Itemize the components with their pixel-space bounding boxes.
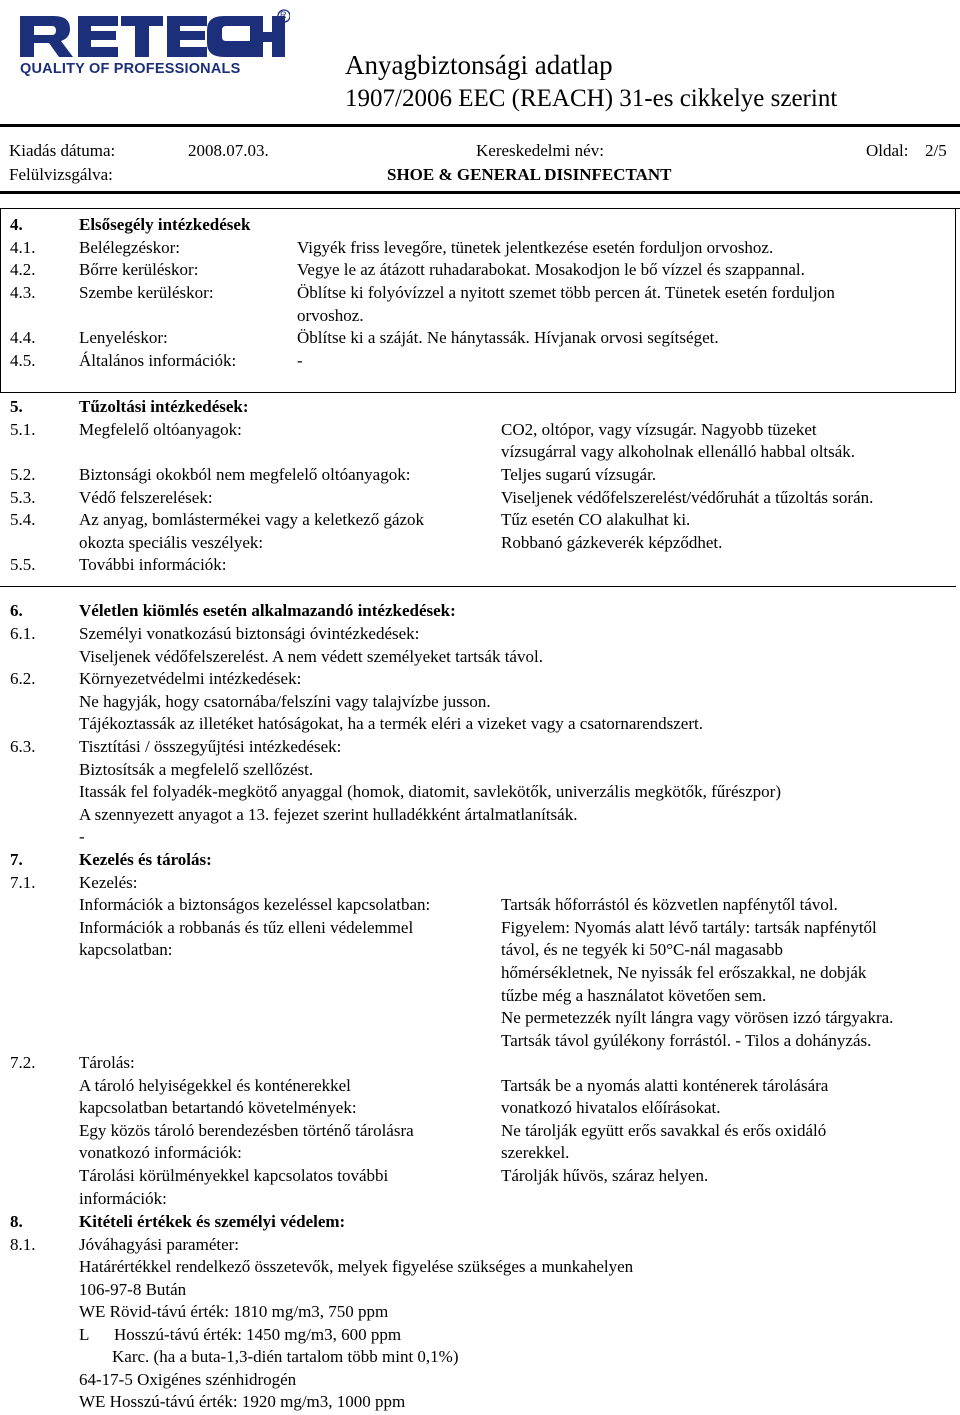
row-value: Teljes sugarú vízsugár. <box>501 465 657 484</box>
page-label: Oldal: <box>866 141 909 160</box>
header-rule-bottom <box>0 191 960 194</box>
row-value: Robbanó gázkeverék képződhet. <box>501 533 723 552</box>
row-label: okozta speciális veszélyek: <box>79 533 264 552</box>
row-label: Belélegzéskor: <box>79 238 181 257</box>
row-value: CO2, oltópor, vagy vízsugár. Nagyobb tüzeket <box>501 420 817 439</box>
row-label: Személyi vonatkozású biztonsági óvintézkedések: <box>79 624 420 643</box>
section-4-right-rule <box>955 208 956 392</box>
section-number: 5. <box>10 397 23 416</box>
row-number: 4.5. <box>10 351 36 370</box>
row-label: A tároló helyiségekkel és konténerekkel <box>79 1076 351 1095</box>
row-text: - <box>79 827 85 846</box>
row-label: információk: <box>79 1189 167 1208</box>
row-number: 4.3. <box>10 283 36 302</box>
row-text: 64-17-5 Oxigénes szénhidrogén <box>79 1370 297 1389</box>
row-label: Tárolási körülményekkel kapcsolatos további <box>79 1166 389 1185</box>
row-number: 6.2. <box>10 669 36 688</box>
section-4-left-rule <box>0 208 1 392</box>
page-number: 2/5 <box>925 141 947 160</box>
row-label: Tárolás: <box>79 1053 135 1072</box>
product-name: SHOE & GENERAL DISINFECTANT <box>387 165 672 184</box>
row-label: Megfelelő oltóanyagok: <box>79 420 242 439</box>
section-title: Kezelés és tárolás: <box>79 850 212 869</box>
row-number: 5.5. <box>10 555 36 574</box>
row-number: 7.1. <box>10 873 36 892</box>
row-value: Tűz esetén CO alakulhat ki. <box>501 510 691 529</box>
row-label: Tisztítási / összegyűjtési intézkedések: <box>79 737 342 756</box>
row-text: WE Hosszú-távú érték: 1920 mg/m3, 1000 ppm <box>79 1392 406 1411</box>
row-value: Viseljenek védőfelszerelést/védőruhát a tűzoltás során. <box>501 488 874 507</box>
section-title: Kitételi értékek és személyi védelem: <box>79 1212 346 1231</box>
row-label: További információk: <box>79 555 227 574</box>
row-value: Ne permetezzék nyílt lángra vagy vörösen izzó tárgyakra. <box>501 1008 894 1027</box>
header-rule-top <box>0 124 960 127</box>
row-text: Határértékkel rendelkező összetevők, melyek figyelése szükséges a munkahelyen <box>79 1257 634 1276</box>
row-value: Öblítse ki a száját. Ne hánytassák. Hívjanak orvosi segítséget. <box>297 328 719 347</box>
row-value: vízsugárral vagy alkoholnak ellenálló habbal oltsák. <box>501 442 856 461</box>
revision-label: Felülvizsgálva: <box>9 165 113 184</box>
row-label: Az anyag, bomlástermékei vagy a keletkező gázok <box>79 510 425 529</box>
issue-date-label: Kiadás dátuma: <box>9 141 116 160</box>
row-text: WE Rövid-távú érték: 1810 mg/m3, 750 ppm <box>79 1302 389 1321</box>
row-text: Itassák fel folyadék-megkötő anyaggal (homok, diatomit, savlekötők, univerzális megkötők, fűrészpor) <box>79 782 781 801</box>
row-value: Öblítse ki folyóvízzel a nyitott szemet több percen át. Tünetek esetén forduljon <box>297 283 835 302</box>
row-number: 4.2. <box>10 260 36 279</box>
row-label: Biztonsági okokból nem megfelelő oltóanyagok: <box>79 465 411 484</box>
row-text: Biztosítsák a megfelelő szellőzést. <box>79 760 314 779</box>
row-text: Hosszú-távú érték: 1450 mg/m3, 600 ppm <box>114 1325 402 1344</box>
row-number: 5.4. <box>10 510 36 529</box>
row-value: Tartsák távol gyúlékony forrástól. - Tilos a dohányzás. <box>501 1031 872 1050</box>
row-number: 5.2. <box>10 465 36 484</box>
row-value: Vegye le az átázott ruhadarabokat. Mosakodjon le bő vízzel és szappannal. <box>297 260 805 279</box>
row-number: 5.3. <box>10 488 36 507</box>
row-number: 6.1. <box>10 624 36 643</box>
row-number: 5.1. <box>10 420 36 439</box>
row-value: orvoshoz. <box>297 306 364 325</box>
row-value: vonatkozó hivatalos előírásokat. <box>501 1098 721 1117</box>
row-number: 7.2. <box>10 1053 36 1072</box>
section-number: 8. <box>10 1212 23 1231</box>
row-label: Védő felszerelések: <box>79 488 213 507</box>
row-value: Vigyék friss levegőre, tünetek jelentkezése esetén forduljon orvoshoz. <box>297 238 774 257</box>
row-number: 6.3. <box>10 737 36 756</box>
row-text: A szennyezett anyagot a 13. fejezet szerint hulladékként ártalmatlanítsák. <box>79 805 578 824</box>
row-label: Bőrre kerüléskor: <box>79 260 199 279</box>
row-text: Viseljenek védőfelszerelést. A nem védett személyeket tartsák távol. <box>79 647 543 666</box>
section-title: Elsősegély intézkedések <box>79 215 251 234</box>
retech-logo <box>18 8 290 82</box>
row-number: 4.4. <box>10 328 36 347</box>
issue-date-value: 2008.07.03. <box>188 141 269 160</box>
section-number: 6. <box>10 601 23 620</box>
row-value: Ne tárolják együtt erős savakkal és erős oxidáló <box>501 1121 827 1140</box>
row-label: kapcsolatban: <box>79 940 173 959</box>
document-title: Anyagbiztonsági adatlap <box>345 50 613 80</box>
section-number: 7. <box>10 850 23 869</box>
trade-name-label: Kereskedelmi név: <box>476 141 604 160</box>
row-text: Karc. (ha a buta-1,3-dién tartalom több mint 0,1%) <box>112 1347 459 1366</box>
row-number: 4.1. <box>10 238 36 257</box>
section-number: 4. <box>10 215 23 234</box>
row-label: vonatkozó információk: <box>79 1143 242 1162</box>
row-value: hőmérsékletnek, Ne nyissák fel erőszakkal, ne dobják <box>501 963 867 982</box>
row-value: szerekkel. <box>501 1143 570 1162</box>
section-title: Tűzoltási intézkedések: <box>79 397 249 416</box>
row-label: kapcsolatban betartandó követelmények: <box>79 1098 357 1117</box>
row-value: Tárolják hűvös, száraz helyen. <box>501 1166 709 1185</box>
logo-tagline: QUALITY OF PROFESSIONALS <box>20 61 241 77</box>
row-value: - <box>297 351 303 370</box>
row-number: 8.1. <box>10 1235 36 1254</box>
row-label: Kezelés: <box>79 873 138 892</box>
document-subtitle: 1907/2006 EEC (REACH) 31-es cikkelye szerint <box>345 85 838 112</box>
row-value: Figyelem: Nyomás alatt lévő tartály: tartsák napfénytől <box>501 918 877 937</box>
section-5-bottom-rule <box>0 586 956 587</box>
row-label: Szembe kerüléskor: <box>79 283 214 302</box>
section-4-bottom-rule <box>0 392 956 393</box>
row-label: Általános információk: <box>79 351 237 370</box>
section-title: Véletlen kiömlés esetén alkalmazandó intézkedések: <box>79 601 456 620</box>
row-label: Egy közös tároló berendezésben történő tárolásra <box>79 1121 414 1140</box>
row-value: tűzbe még a használatot követően sem. <box>501 986 767 1005</box>
row-value: Tartsák hőforrástól és közvetlen napfénytől távol. <box>501 895 838 914</box>
row-text: 106-97-8 Bután <box>79 1280 187 1299</box>
row-label: Környezetvédelmi intézkedések: <box>79 669 302 688</box>
row-label: Információk a biztonságos kezeléssel kapcsolatban: <box>79 895 431 914</box>
row-label: Információk a robbanás és tűz elleni védelemmel <box>79 918 414 937</box>
section-4-top-rule <box>0 208 960 209</box>
row-text: Ne hagyják, hogy csatornába/felszíni vagy talajvízbe jusson. <box>79 692 491 711</box>
row-mark: L <box>79 1325 90 1344</box>
row-value: Tartsák be a nyomás alatti konténerek tárolására <box>501 1076 829 1095</box>
row-label: Lenyeléskor: <box>79 328 168 347</box>
registered-mark: R <box>280 10 287 20</box>
row-text: Tájékoztassák az illetéket hatóságokat, ha a termék eléri a vizeket vagy a csatornarendszert. <box>79 714 703 733</box>
row-value: távol, és ne tegyék ki 50°C-nál magasabb <box>501 940 784 959</box>
row-label: Jóváhagyási paraméter: <box>79 1235 240 1254</box>
